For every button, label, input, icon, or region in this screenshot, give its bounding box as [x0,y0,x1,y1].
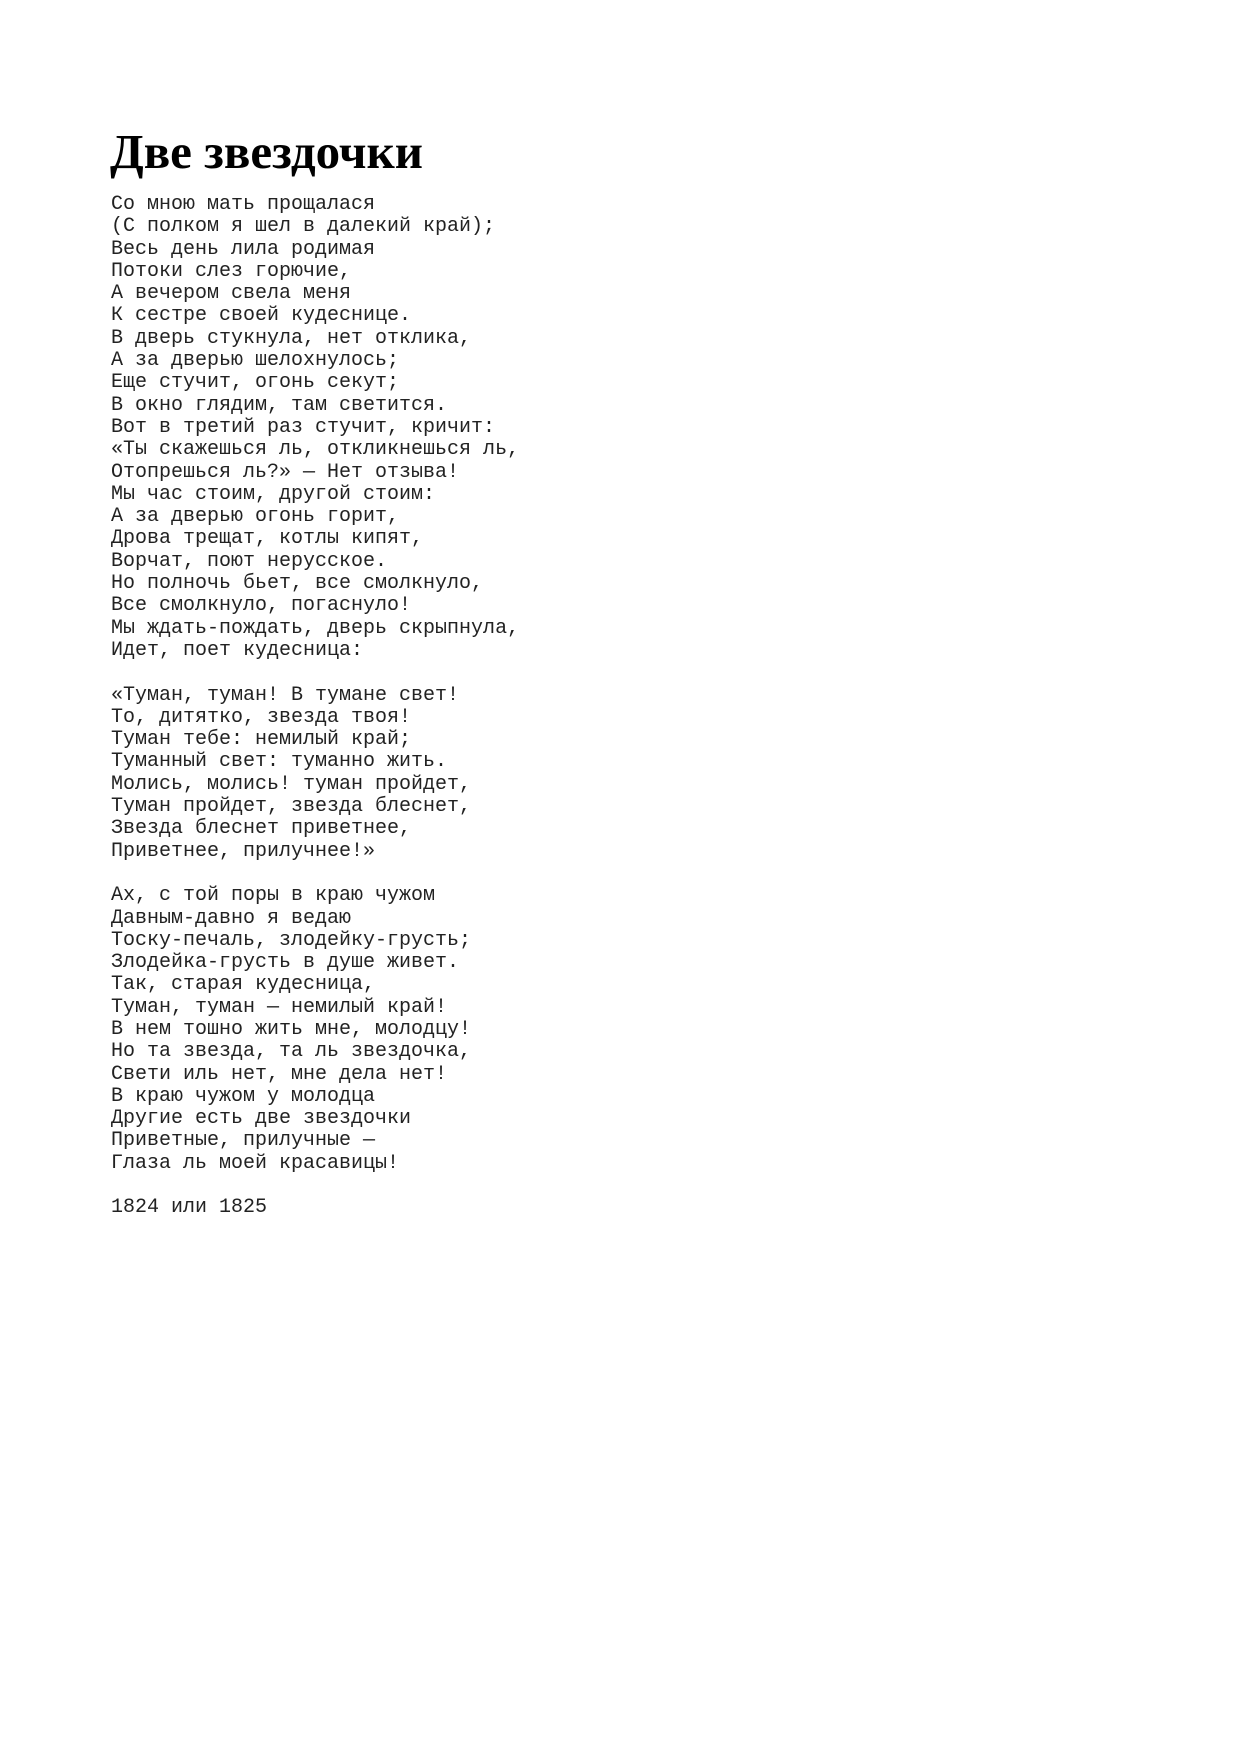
poem-line: Мы час стоим, другой стоим: [111,482,436,506]
poem-line: Приветные, прилучные — [111,1129,376,1153]
poem-line: Ах, с той поры в краю чужом [111,884,436,908]
poem-line: К сестре своей кудеснице. [111,304,412,328]
poem-line: Туман, туман — немилый край! [111,995,448,1019]
poem-title: Две звездочки [110,124,423,179]
poem-line: Глаза ль моей красавицы! [111,1151,400,1175]
poem-line: Так, старая кудесница, [111,973,376,997]
poem-line: Давным-давно я ведаю [111,906,352,930]
poem-line: Свети иль нет, мне дела нет! [111,1062,448,1086]
poem-line: Другие есть две звездочки [111,1107,412,1131]
poem-line: Вот в третий раз стучит, кричит: [111,415,496,439]
stanza-2 [111,685,519,863]
poem-line: То, дитятко, звезда твоя! [111,705,412,729]
poem-line: Весь день лила родимая [111,237,376,261]
poem-line: Со мною мать прощалася [111,193,376,216]
poem-line: Тоску-печаль, злодейку-грусть; [111,928,472,952]
poem-line: Все смолкнуло, погаснуло! [111,594,412,618]
poem-line: Отопрешься ль?» — Нет отзыва! [111,460,460,484]
poem-line: Туман тебе: немилый край; [111,728,412,752]
poem-line: А вечером свела меня [111,282,352,306]
poem-line: Туманный свет: туманно жить. [111,750,448,774]
poem-line: Приветнее, прилучнее!» [111,839,376,863]
poem-line: Туман пройдет, звезда блеснет, [111,795,472,819]
poem-line: Идет, поет кудесница: [111,638,364,662]
poem-line: Дрова трещат, котлы кипят, [111,527,424,551]
poem-line: Еще стучит, огонь секут; [111,371,400,395]
poem-line: В окно глядим, там светится. [111,393,448,417]
poem-line: Потоки слез горючие, [111,259,352,283]
stanza-3 [111,885,519,1175]
poem-line: Злодейка-грусть в душе живет. [111,951,460,975]
poem-line: А за дверью огонь горит, [111,505,400,529]
poem-line: «Туман, туман! В тумане свет! [111,683,460,707]
poem-line: Звезда блеснет приветнее, [111,817,412,841]
poem-line: (С полком я шел в далекий край); [111,215,496,239]
poem-line: Мы ждать-пождать, дверь скрыпнула, [111,616,520,640]
stanza-1 [111,194,519,662]
poem-line: В краю чужом у молодца [111,1084,376,1108]
poem-line: «Ты скажешься ль, откликнешься ль, [111,438,520,462]
poem-line: В дверь стукнула, нет отклика, [111,326,472,350]
poem-line: Но полночь бьет, все смолкнуло, [111,572,484,596]
poem-line: Ворчат, поют нерусское. [111,549,388,573]
poem-line: Но та звезда, та ль звездочка, [111,1040,472,1064]
poem-date: 1824 или 1825 [111,1196,268,1220]
poem-line: А за дверью шелохнулось; [111,349,400,373]
poem-body [111,194,519,1220]
poem-line: Молись, молись! туман пройдет, [111,772,472,796]
poem-line: В нем тошно жить мне, молодцу! [111,1017,472,1041]
